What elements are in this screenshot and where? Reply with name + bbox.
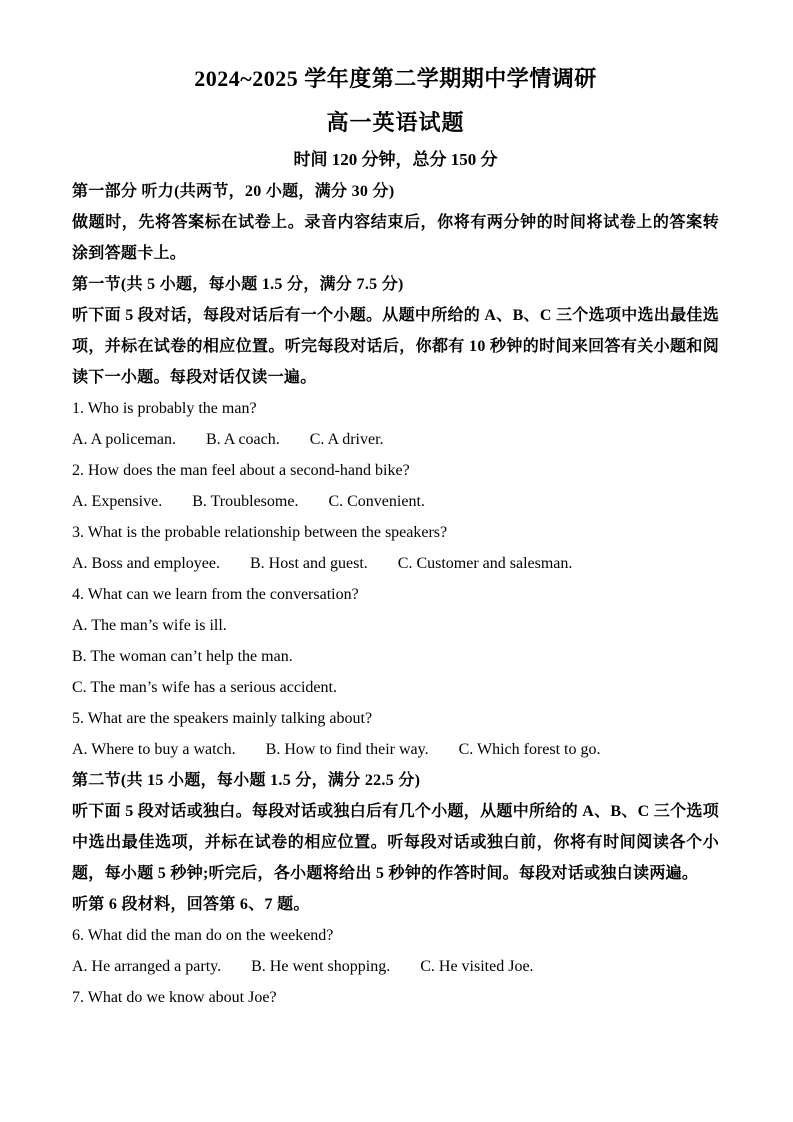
question-4-option-b: B. The woman can’t help the man. (72, 648, 293, 665)
question-4-text: 4. What can we learn from the conversation? (72, 586, 359, 603)
question-3 (72, 517, 719, 579)
part1-instructions: 做题时，先将答案标在试卷上。录音内容结束后，你将有两分钟的时间将试卷上的答案转涂到答题卡上。 (72, 214, 719, 262)
question-3-text: 3. What is the probable relationship between the speakers? (72, 524, 448, 541)
question-2-option-a: A. Expensive. (72, 493, 163, 510)
question-3-options (72, 548, 719, 579)
question-2-options (72, 486, 719, 517)
question-6-option-a: A. He arranged a party. (72, 958, 222, 975)
question-6-text: 6. What did the man do on the weekend? (72, 927, 334, 944)
question-1-options (72, 424, 719, 455)
question-5 (72, 703, 719, 765)
exam-title: 2024~2025 学年度第二学期期中学情调研 (194, 66, 597, 91)
question-2-option-b: B. Troublesome. (192, 493, 299, 510)
section2-heading: 第二节(共 15 小题，每小题 1.5 分，满分 22.5 分) (72, 772, 421, 789)
question-3-option-c: C. Customer and salesman. (397, 555, 573, 572)
question-1-option-b: B. A coach. (205, 431, 280, 448)
question-2-option-c: C. Convenient. (328, 493, 425, 510)
section2-material-heading: 听第 6 段材料，回答第 6、7 题。 (72, 896, 310, 913)
question-5-text: 5. What are the speakers mainly talking about? (72, 710, 373, 727)
question-1 (72, 393, 719, 455)
question-5-option-a: A. Where to buy a watch. (72, 741, 236, 758)
question-4 (72, 579, 719, 703)
exam-meta: 时间 120 分钟，总分 150 分 (293, 150, 498, 169)
question-5-option-b: B. How to find their way. (265, 741, 429, 758)
question-4-option-c: C. The man’s wife has a serious accident. (72, 679, 337, 696)
question-6-option-c: C. He visited Joe. (420, 958, 534, 975)
section2-instructions: 听下面 5 段对话或独白。每段对话或独白后有几个小题，从题中所给的 A、B、C 三个选项中选出最佳选项，并标在试卷的相应位置。听每段对话或独白前，你将有时间阅读各个小题，每小题 5 秒钟;听完后，各小题将给出 5 秒钟的作答时间。每段对话或独白读两遍。 (72, 803, 719, 882)
question-2 (72, 455, 719, 517)
question-6-options (72, 951, 719, 982)
question-6-option-b: B. He went shopping. (251, 958, 391, 975)
question-3-option-b: B. Host and guest. (249, 555, 368, 572)
question-4-option-a: A. The man’s wife is ill. (72, 617, 227, 634)
question-1-text: 1. Who is probably the man? (72, 400, 257, 417)
question-3-option-a: A. Boss and employee. (72, 555, 220, 572)
question-5-option-c: C. Which forest to go. (458, 741, 601, 758)
question-2-text: 2. How does the man feel about a second-hand bike? (72, 462, 410, 479)
question-1-option-c: C. A driver. (309, 431, 384, 448)
exam-subtitle: 高一英语试题 (326, 110, 465, 135)
section1-instructions: 听下面 5 段对话，每段对话后有一个小题。从题中所给的 A、B、C 三个选项中选出最佳选项，并标在试卷的相应位置。听完每段对话后，你都有 10 秒钟的时间来回答有关小题和阅读下一小题。每段对话仅读一遍。 (72, 307, 719, 386)
question-6 (72, 920, 719, 982)
section1-heading: 第一节(共 5 小题，每小题 1.5 分，满分 7.5 分) (72, 276, 404, 293)
question-1-option-a: A. A policeman. (72, 431, 176, 448)
question-7-text: 7. What do we know about Joe? (72, 989, 277, 1006)
part1-heading: 第一部分 听力(共两节，20 小题，满分 30 分) (72, 183, 395, 200)
question-7 (72, 982, 719, 1013)
question-5-options (72, 734, 719, 765)
